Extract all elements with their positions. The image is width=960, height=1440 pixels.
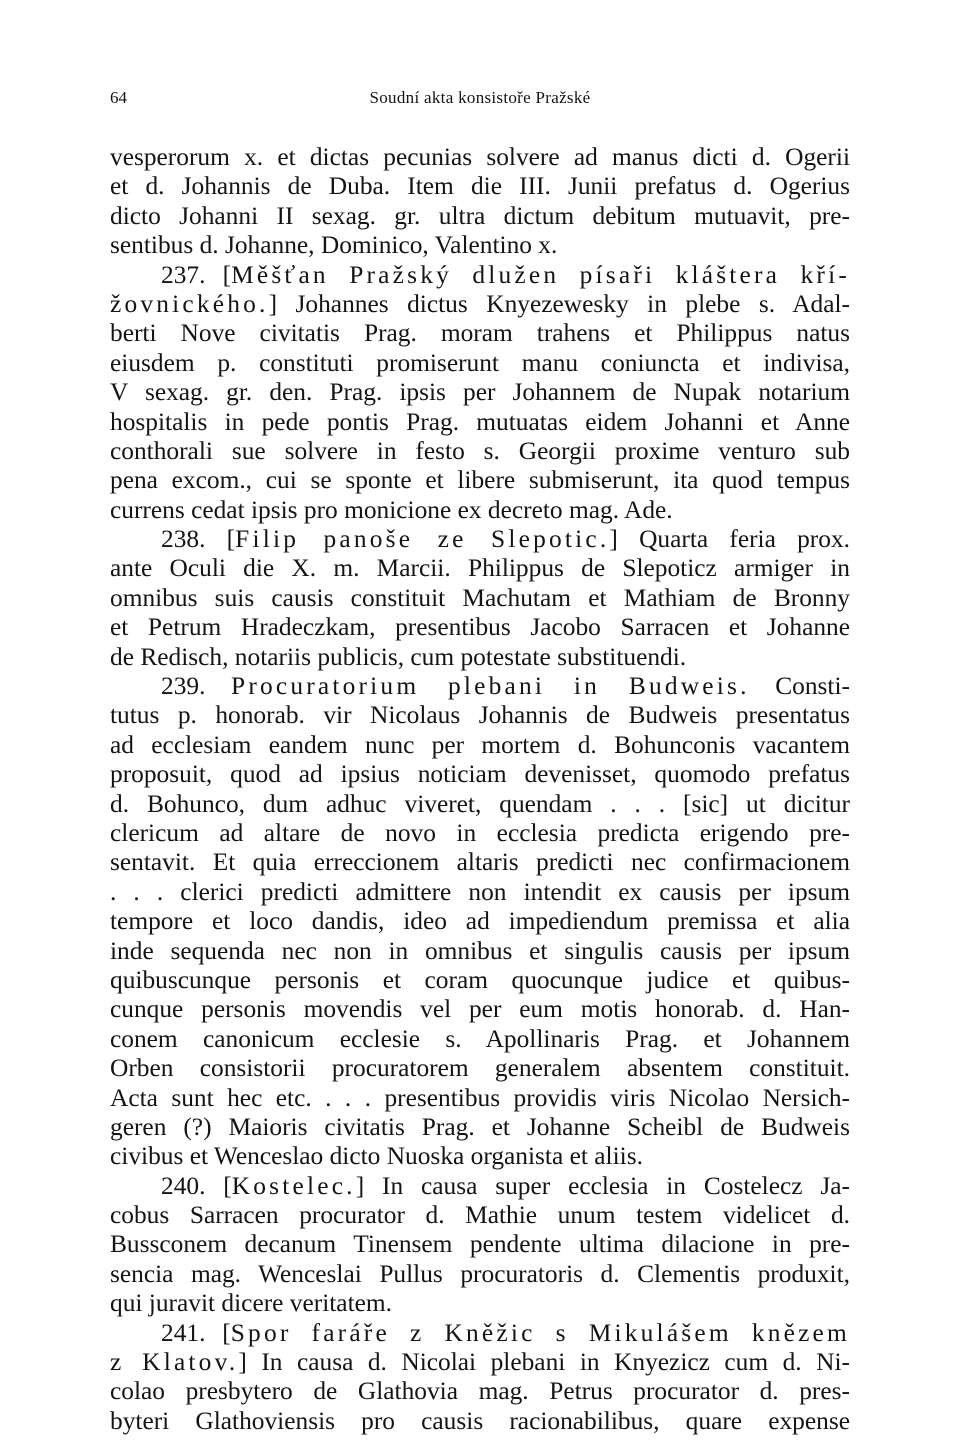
- text-segment: conthorali sue solvere in festo s. Georgii proxime venturo sub: [110, 436, 850, 465]
- text-segment: inde sequenda nec non in omnibus et singulis causis per ipsum: [110, 936, 850, 965]
- text-line: [110, 848, 850, 877]
- text-segment: Acta sunt hec etc. . . . presentibus providis viris Nicolao Nersich-: [110, 1083, 850, 1112]
- text-segment: civibus et Wenceslao dicto Nuoska organista et aliis.: [110, 1142, 643, 1171]
- text-line: [110, 1230, 850, 1259]
- text-segment: berti Nove civitatis Prag. moram trahens et Philippus natus: [110, 319, 850, 348]
- text-segment: 239.: [161, 672, 231, 701]
- text-segment: ante Oculi die X. m. Marcii. Philippus de Slepoticz armiger in: [110, 554, 850, 583]
- text-line: [110, 1348, 850, 1377]
- text-line: [110, 290, 850, 319]
- text-line: [110, 408, 850, 437]
- text-segment: ] In causa d. Nicolai plebani in Knyezicz cum d. Ni-: [238, 1348, 850, 1377]
- text-segment: V sexag. gr. den. Prag. ipsis per Johannem de Nupak notarium: [110, 378, 850, 407]
- text-segment: currens cedat ipsis pro monicione ex decreto mag. Ade.: [110, 495, 673, 524]
- text-segment: clericum ad altare de novo in ecclesia predicta erigendo pre-: [110, 818, 850, 847]
- text-line: [110, 907, 850, 936]
- text-segment: tempore et loco dandis, ideo ad impediendum premissa et alia: [110, 907, 850, 936]
- text-segment: de Redisch, notariis publicis, cum potestate substituendi.: [110, 642, 687, 671]
- text-line: [110, 819, 850, 848]
- text-line: [110, 496, 850, 525]
- text-segment: sentibus d. Johanne, Dominico, Valentino x.: [110, 231, 558, 260]
- text-segment: cobus Sarracen procurator d. Mathie unum testem videlicet d.: [110, 1201, 850, 1230]
- text-segment: ad ecclesiam eandem nunc per mortem d. Bohunconis vacantem: [110, 730, 850, 759]
- text-line: [110, 143, 850, 172]
- text-segment: d. Bohunco, dum adhuc viveret, quendam . . . [sic] ut dicitur: [110, 789, 850, 818]
- text-segment: byteri Glathoviensis pro causis racionabilibus, quare expense: [110, 1406, 850, 1435]
- text-segment: ] In causa super ecclesia in Costelecz Ja-: [355, 1171, 850, 1200]
- text-segment: 241. [: [161, 1318, 231, 1347]
- text-line: [110, 1319, 850, 1348]
- text-segment: vesperorum x. et dictas pecunias solvere ad manus dicti d. Ogerii: [110, 143, 850, 171]
- text-line: [110, 1084, 850, 1113]
- text-segment: pena excom., cui se sponte et libere submiserunt, ita quod tempus: [110, 466, 850, 495]
- text-segment: 240. [: [161, 1171, 232, 1200]
- spaced-heading-text: Procuratorium plebani in Budweis.: [231, 672, 750, 701]
- text-line: [110, 995, 850, 1024]
- text-line: [110, 231, 850, 260]
- text-line: [110, 790, 850, 819]
- text-segment: Bussconem decanum Tinensem pendente ultima dilacione in pre-: [110, 1230, 850, 1259]
- spaced-heading-text: Filip panoše ze Slepotic.: [235, 525, 610, 554]
- text-segment: ] Quarta feria prox.: [609, 525, 850, 554]
- text-segment: proposuit, quod ad ipsius noticiam devenisset, quomodo prefatus: [110, 760, 850, 789]
- text-segment: sentavit. Et quia erreccionem altaris predicti nec confirmacionem: [110, 848, 850, 877]
- text-line: [110, 349, 850, 378]
- text-segment: eiusdem p. constituti promiserunt manu coniuncta et indivisa,: [110, 348, 850, 377]
- page-header: [110, 88, 850, 114]
- text-line: [110, 319, 850, 348]
- text-segment: conem canonicum ecclesie s. Apollinaris Prag. et Johannem: [110, 1024, 850, 1053]
- text-segment: colao presbytero de Glathovia mag. Petrus procurator d. pres-: [110, 1377, 850, 1406]
- text-line: [110, 966, 850, 995]
- text-line: [110, 584, 850, 613]
- text-line: [110, 172, 850, 201]
- text-line: [110, 937, 850, 966]
- text-segment: tutus p. honorab. vir Nicolaus Johannis de Budweis presentatus: [110, 701, 850, 730]
- text-line: [110, 1377, 850, 1406]
- text-segment: . . . clerici predicti admittere non intendit ex causis per ipsum: [110, 877, 850, 906]
- text-line: [110, 731, 850, 760]
- text-segment: quibuscunque personis et coram quocunque judice et quibus-: [110, 965, 850, 994]
- text-line: [110, 701, 850, 730]
- text-line: [110, 378, 850, 407]
- spaced-heading-text: Spor faráře z Kněžic s Mikulášem knězem: [230, 1318, 850, 1347]
- spaced-heading-text: Kostelec.: [231, 1171, 356, 1200]
- text-line: [110, 261, 850, 290]
- page-number: 64: [110, 88, 127, 107]
- text-line: [110, 1142, 850, 1171]
- text-segment: hospitalis in pede pontis Prag. mutuatas eidem Johanni et Anne: [110, 407, 850, 436]
- spaced-heading-text: z Klatov.: [110, 1348, 239, 1377]
- text-line: [110, 1113, 850, 1142]
- text-line: [110, 202, 850, 231]
- running-title: Soudní akta konsistoře Pražské: [369, 88, 591, 107]
- text-segment: 238. [: [161, 525, 236, 554]
- text-line: [110, 672, 850, 701]
- text-line: [110, 1054, 850, 1083]
- text-segment: dicto Johanni II sexag. gr. ultra dictum debitum mutuavit, pre-: [110, 201, 850, 230]
- text-segment: cunque personis movendis vel per eum motis honorab. d. Han-: [110, 995, 850, 1024]
- text-segment: Orben consistorii procuratorem generalem absentem constituit.: [110, 1054, 850, 1083]
- text-line: [110, 466, 850, 495]
- text-segment: et d. Johannis de Duba. Item die III. Junii prefatus d. Ogerius: [110, 172, 850, 201]
- text-segment: qui juravit dicere veritatem.: [110, 1289, 392, 1318]
- text-line: [110, 1201, 850, 1230]
- spaced-heading-text: žovnického.: [110, 289, 269, 318]
- text-line: [110, 1289, 850, 1318]
- text-line: [110, 878, 850, 907]
- text-line: [110, 1025, 850, 1054]
- text-segment: 237. [: [161, 260, 232, 289]
- text-segment: sencia mag. Wenceslai Pullus procuratoris d. Clementis produxit,: [110, 1259, 850, 1288]
- text-line: [110, 1172, 850, 1201]
- text-segment: Consti-: [749, 672, 850, 701]
- text-line: [110, 554, 850, 583]
- text-line: [110, 437, 850, 466]
- text-line: [110, 613, 850, 642]
- spaced-heading-text: Měšťan Pražský dlužen písaři kláštera kří-: [231, 260, 850, 289]
- body-text: [110, 143, 850, 1436]
- text-segment: omnibus suis causis constituit Machutam et Mathiam de Bronny: [110, 583, 850, 612]
- text-segment: geren (?) Maioris civitatis Prag. et Johanne Scheibl de Budweis: [110, 1112, 850, 1141]
- text-line: [110, 643, 850, 672]
- text-line: [110, 1260, 850, 1289]
- text-segment: ] Johannes dictus Knyezewesky in plebe s. Adal-: [268, 289, 850, 318]
- text-line: [110, 760, 850, 789]
- text-segment: et Petrum Hradeczkam, presentibus Jacobo Sarracen et Johanne: [110, 613, 850, 642]
- text-line: [110, 1407, 850, 1436]
- text-line: [110, 525, 850, 554]
